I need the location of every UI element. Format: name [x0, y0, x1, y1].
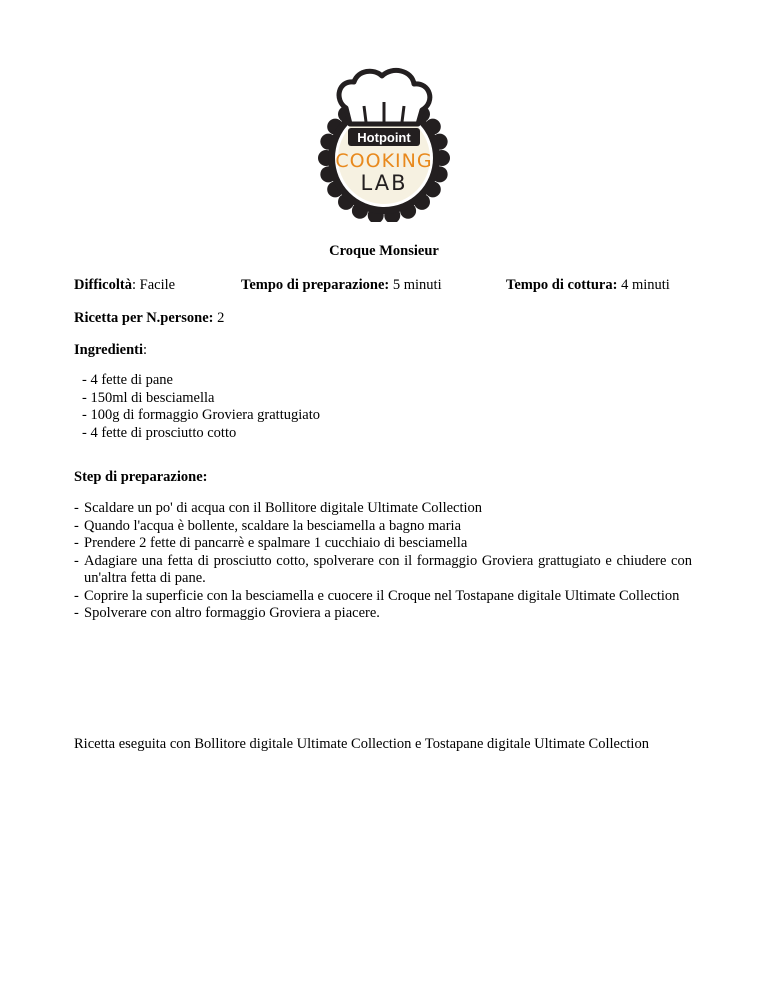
ingredients-heading: [74, 342, 147, 359]
step-text: Spolverare con altro formaggio Groviera a piacere.: [84, 605, 380, 621]
list-item: [74, 553, 692, 588]
prep-time: [241, 277, 442, 294]
step-text: Prendere 2 fette di pancarrè e spalmare 1 cucchiaio di besciamella: [84, 535, 468, 551]
recipe-title: Croque Monsieur: [329, 243, 439, 259]
chef-hat-icon: [339, 70, 430, 124]
step-dash: -: [74, 552, 79, 569]
step-text: Scaldare un po' di acqua con il Bollitore digitale Ultimate Collection: [84, 500, 483, 516]
list-item: - 4 fette di pane: [82, 372, 173, 388]
difficulty-label: Difficoltà: [74, 277, 132, 293]
prep-time-label: Tempo di preparazione:: [241, 277, 390, 293]
step-dash: -: [74, 605, 79, 621]
list-item: [74, 518, 692, 536]
servings: [74, 310, 224, 327]
step-dash: -: [74, 587, 79, 604]
servings-value: 2: [213, 310, 225, 326]
step-text: Quando l'acqua è bollente, scaldare la besciamella a bagno maria: [84, 517, 462, 534]
ingredients-colon: :: [143, 342, 148, 358]
ingredients-list: [82, 372, 320, 442]
step-dash: -: [74, 517, 79, 534]
list-item: [74, 588, 692, 606]
cook-time: [506, 277, 670, 294]
prep-time-value: 5 minuti: [389, 277, 442, 293]
footer-note: Ricetta eseguita con Bollitore digitale Ultimate Collection e Tostapane digitale Ultimate Collection: [74, 736, 649, 752]
hotpoint-cooking-lab-logo: [308, 66, 460, 222]
ingredients-label: Ingredienti: [74, 342, 144, 358]
list-item: - 100g di formaggio Groviera grattugiato: [82, 407, 320, 423]
step-dash: -: [74, 535, 79, 551]
step-text: Adagiare una fetta di prosciutto cotto, spolverare con il formaggio Groviera grattugiato e chiudere con un'altra fetta di pane.: [84, 552, 692, 586]
cook-time-label: Tempo di cottura:: [506, 277, 618, 293]
steps-label: Step di preparazione:: [74, 469, 208, 485]
cook-time-value: 4 minuti: [617, 277, 670, 293]
list-item: [74, 500, 692, 518]
steps-heading: [74, 469, 207, 486]
list-item: [74, 605, 692, 623]
brand-text: Hotpoint: [357, 130, 411, 145]
servings-label: Ricetta per N.persone:: [74, 310, 214, 326]
list-item: [74, 535, 692, 553]
steps-list: [74, 500, 692, 623]
step-text: Coprire la superficie con la besciamella e cuocere il Croque nel Tostapane digitale Ultimate Collection: [84, 587, 680, 604]
lab-text: LAB: [360, 171, 408, 195]
step-dash: -: [74, 500, 79, 516]
cooking-text: COOKING: [335, 150, 433, 172]
difficulty-value: : Facile: [131, 277, 176, 293]
difficulty: [74, 277, 175, 294]
list-item: - 150ml di besciamella: [82, 389, 215, 406]
list-item: - 4 fette di prosciutto cotto: [82, 424, 237, 441]
